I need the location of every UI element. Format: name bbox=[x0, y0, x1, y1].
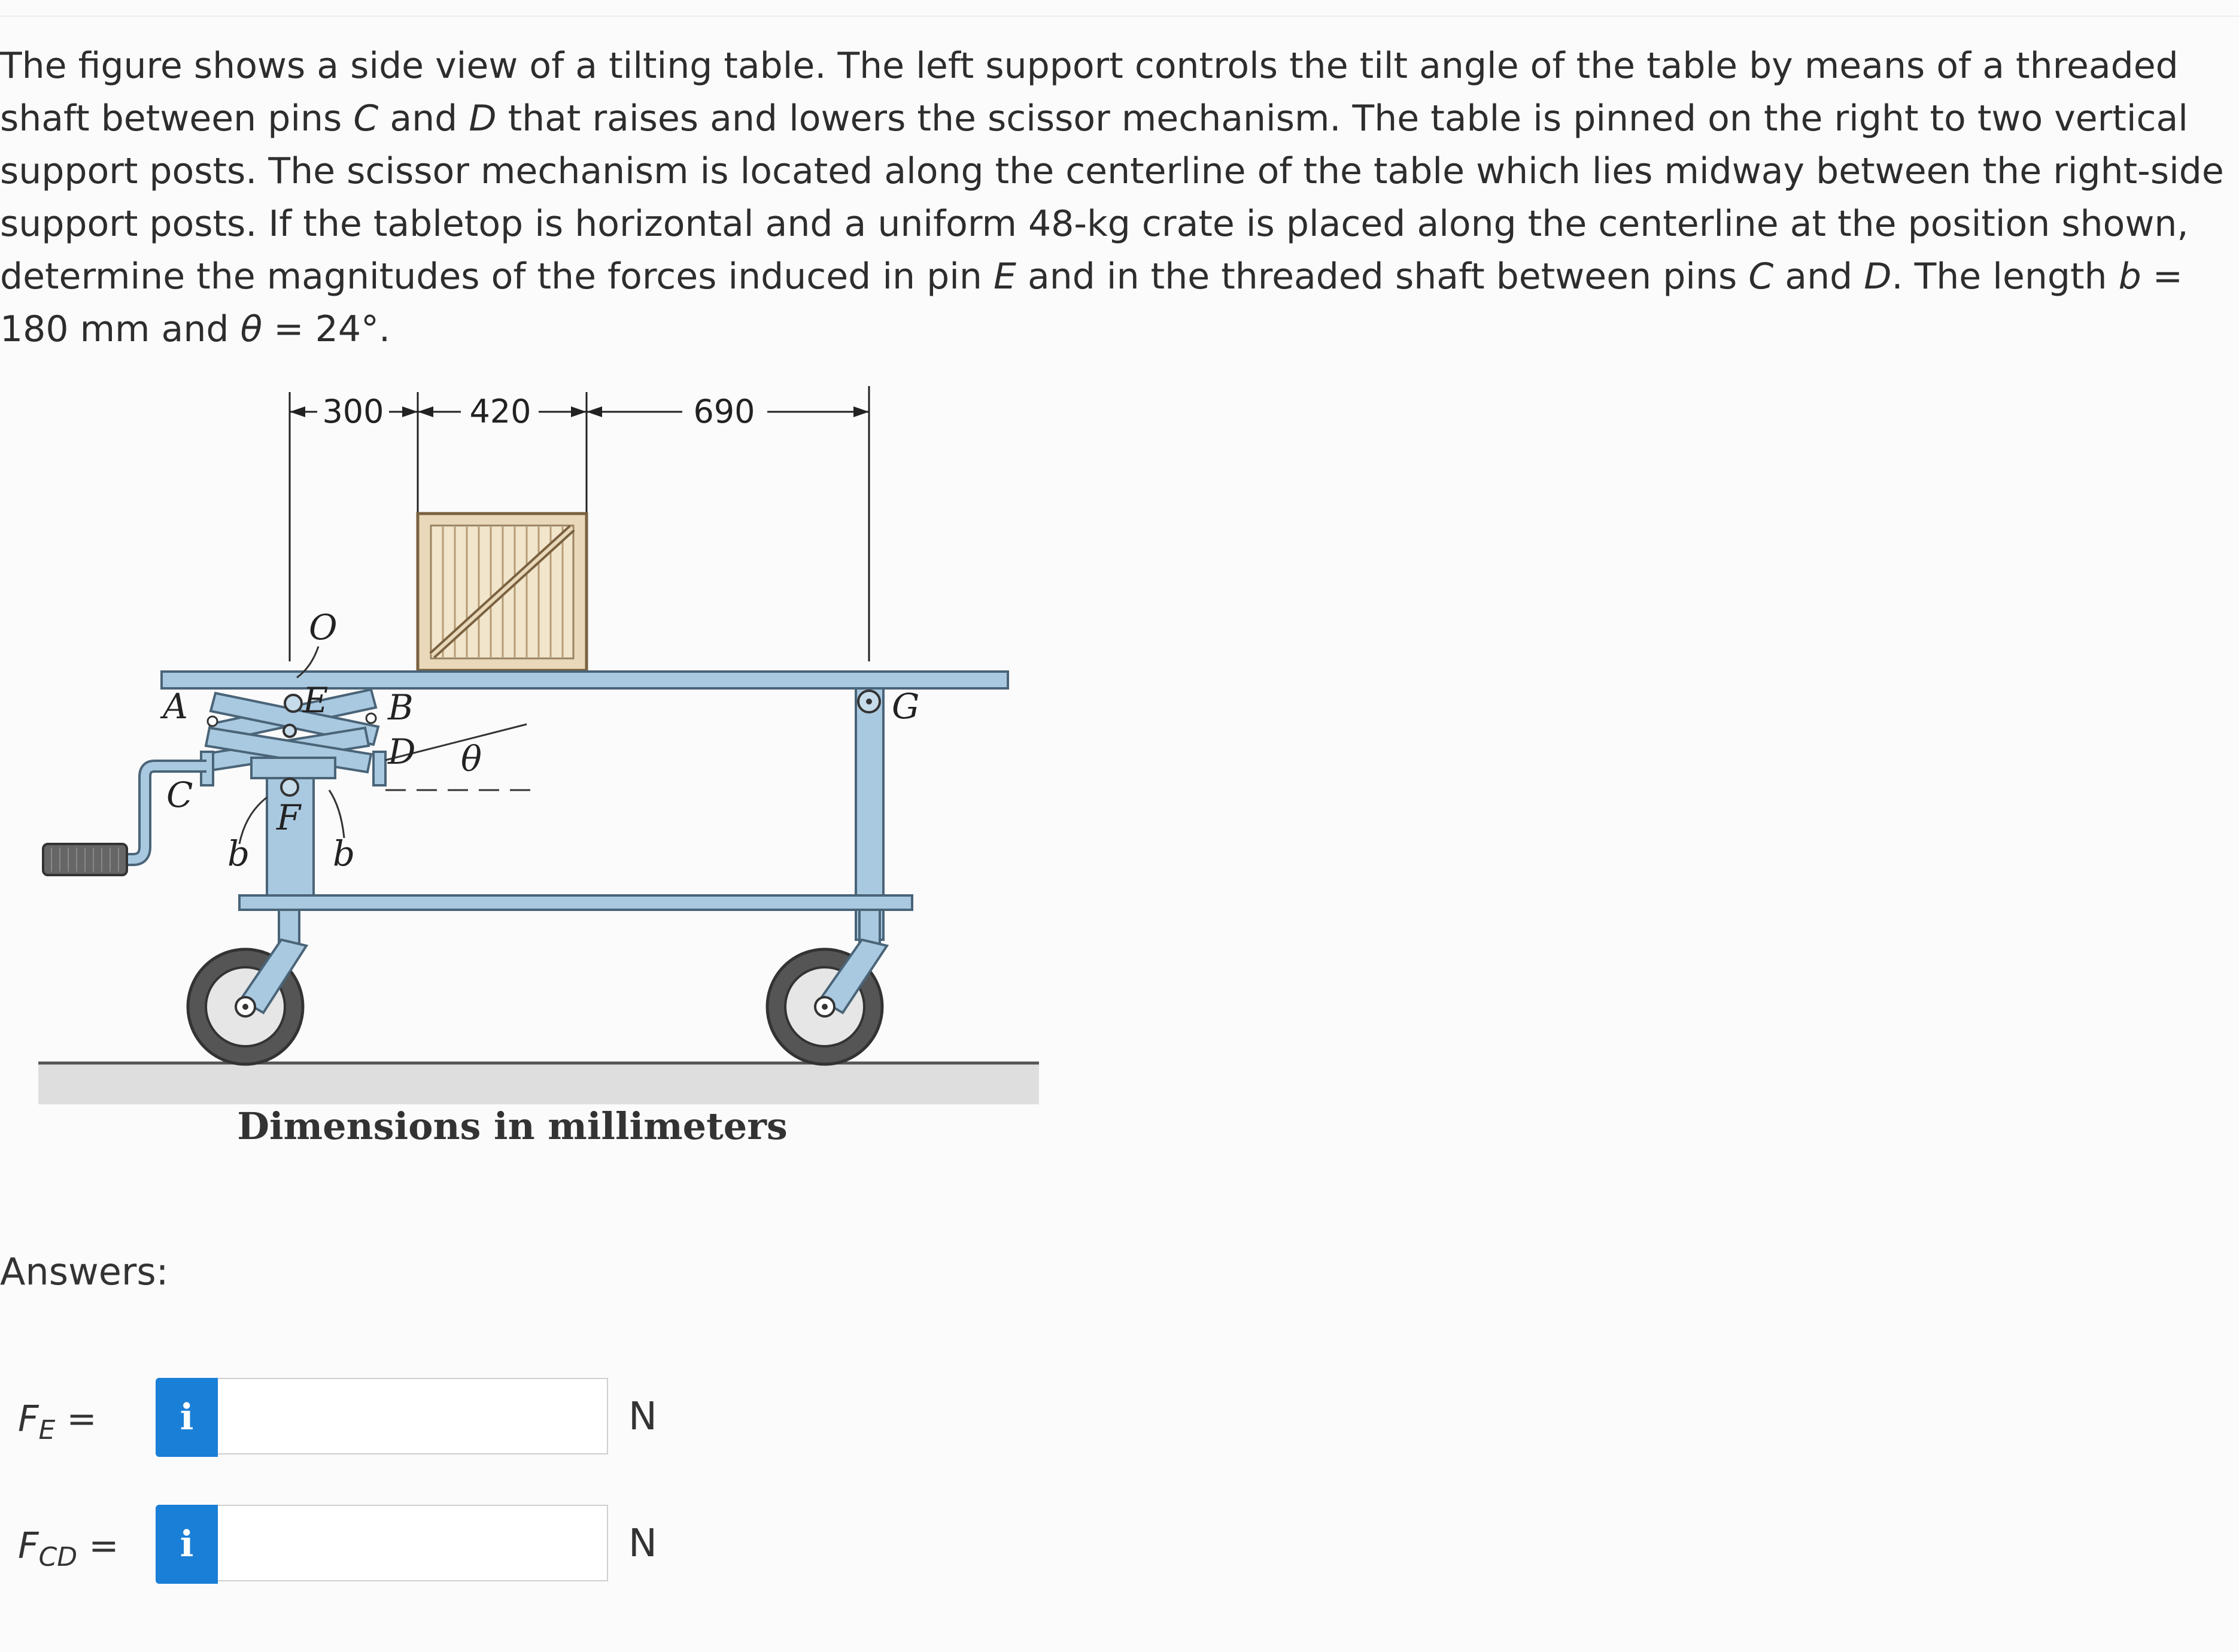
fe-answer-input[interactable] bbox=[218, 1378, 608, 1454]
label-a: A bbox=[163, 686, 188, 727]
label-g: G bbox=[892, 686, 920, 727]
lower-frame bbox=[239, 895, 912, 910]
right-wheel bbox=[767, 910, 887, 1064]
fcd-answer-input[interactable] bbox=[218, 1505, 608, 1581]
dim-420: 420 bbox=[469, 393, 531, 430]
label-b-right: b bbox=[333, 833, 356, 874]
label-b: B bbox=[388, 687, 414, 728]
crate bbox=[418, 514, 587, 670]
pin-e bbox=[285, 695, 302, 712]
label-o: O bbox=[309, 607, 338, 648]
label-b-left: b bbox=[227, 833, 250, 874]
ground bbox=[38, 1062, 1039, 1104]
label-f: F bbox=[277, 797, 301, 838]
answer-row-fe bbox=[0, 1378, 718, 1458]
label-d: D bbox=[388, 731, 416, 772]
label-e: E bbox=[303, 680, 329, 721]
unit-fe: N bbox=[628, 1395, 657, 1439]
info-button-fcd[interactable] bbox=[156, 1505, 218, 1584]
info-icon: i bbox=[180, 1396, 194, 1438]
label-theta: θ bbox=[461, 739, 482, 779]
answer-row-fcd bbox=[0, 1505, 718, 1585]
answers-label: Answers: bbox=[0, 1250, 169, 1293]
dim-690: 690 bbox=[693, 393, 755, 430]
table-top bbox=[162, 672, 1008, 688]
left-wheel bbox=[188, 910, 306, 1064]
info-button-fe[interactable] bbox=[156, 1378, 218, 1457]
dim-300: 300 bbox=[322, 393, 384, 430]
tilting-table-figure bbox=[0, 335, 1053, 1185]
variable-fe: $F_E$ = bbox=[18, 1398, 97, 1445]
label-c: C bbox=[166, 775, 193, 815]
top-divider bbox=[0, 16, 2239, 17]
figure-caption: Dimensions in millimeters bbox=[237, 1104, 788, 1148]
unit-fcd: N bbox=[628, 1522, 657, 1566]
variable-fcd: $F_{CD}$ = bbox=[18, 1525, 119, 1572]
question-text: The figure shows a side view of a tilting table. The left support controls the tilt angle of the table by means of a threaded shaft between pins C and D that raises and lowers the scissor mechanism. The table is pinned on the right to two vertical support posts. The scissor mechanism is located along the centerline of the table which lies midway between the right-side support posts. If the tabletop is horizontal and a uniform 48-kg crate is placed along the centerline at the position shown, determine the magnitudes of the forces induced in pin E and in the threaded shaft between pins C and D. The length b = 180 mm and θ = 24°. bbox=[0, 45, 2224, 350]
info-icon: i bbox=[180, 1523, 194, 1565]
